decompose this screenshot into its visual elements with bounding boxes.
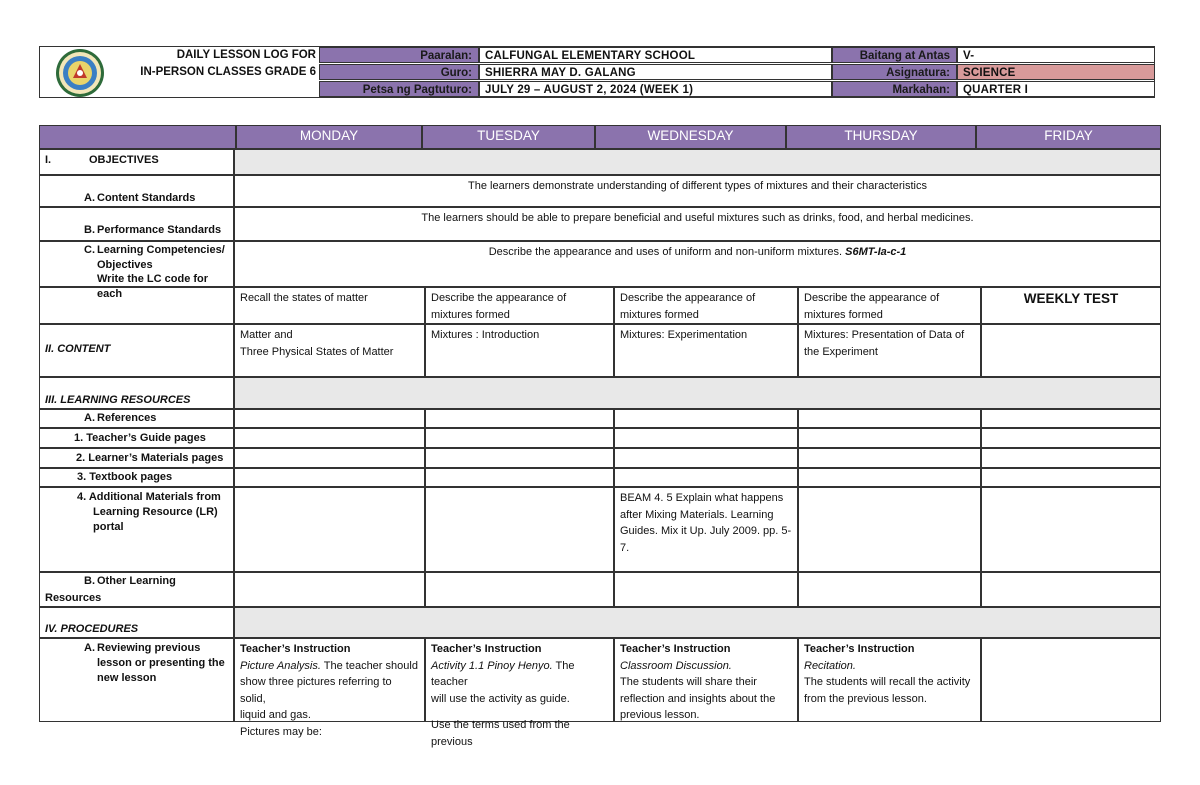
objectives-label: I. OBJECTIVES bbox=[39, 149, 234, 175]
references-tuesday bbox=[425, 409, 614, 428]
quarter-label: Markahan: bbox=[832, 81, 957, 97]
daily-objectives-label bbox=[39, 287, 234, 324]
additional-monday bbox=[234, 487, 425, 572]
content-tuesday: Mixtures : Introduction bbox=[425, 324, 614, 377]
date-value: JULY 29 – AUGUST 2, 2024 (WEEK 1) bbox=[479, 81, 832, 97]
performance-standards-label: B. Performance Standards bbox=[39, 207, 234, 241]
tb-friday bbox=[981, 468, 1161, 487]
corner-header-cell bbox=[39, 125, 236, 149]
other-thursday bbox=[798, 572, 981, 607]
lm-tuesday bbox=[425, 448, 614, 468]
content-wednesday: Mixtures: Experimentation bbox=[614, 324, 798, 377]
tg-thursday bbox=[798, 428, 981, 448]
textbook-pages-label: 3. Textbook pages bbox=[39, 468, 234, 487]
lc-code: S6MT-Ia-c-1 bbox=[845, 246, 907, 258]
other-resources-label: B. Other Learning Resources bbox=[39, 572, 234, 607]
day-header-thursday: THURSDAY bbox=[786, 125, 976, 149]
lm-wednesday bbox=[614, 448, 798, 468]
lm-friday bbox=[981, 448, 1161, 468]
teacher-label: Guro: bbox=[319, 64, 479, 80]
additional-wednesday: BEAM 4. 5 Explain what happens after Mixing Materials. Learning Guides. Mix it Up. July 2009. pp. 5- 7. bbox=[614, 487, 798, 572]
additional-tuesday bbox=[425, 487, 614, 572]
procedure-friday bbox=[981, 638, 1161, 722]
content-friday bbox=[981, 324, 1161, 377]
lm-monday bbox=[234, 448, 425, 468]
additional-materials-label: 4. Additional Materials from Learning Resource (LR) portal bbox=[39, 487, 234, 572]
content-standards-label: A. Content Standards bbox=[39, 175, 234, 207]
learning-resources-label: III. LEARNING RESOURCES bbox=[39, 377, 234, 409]
learners-materials-label: 2. Learner’s Materials pages bbox=[39, 448, 234, 468]
content-standards-value: The learners demonstrate understanding of different types of mixtures and their characteristics bbox=[234, 175, 1161, 207]
learning-competencies-label: C. Learning Competencies/ Objectives Write the LC code for each bbox=[39, 241, 234, 287]
procedure-wednesday: Teacher’s Instruction Classroom Discussion. The students will share their reflection and insights about the previous lesson. bbox=[614, 638, 798, 722]
day-header-wednesday: WEDNESDAY bbox=[595, 125, 786, 149]
objective-friday-weekly-test: WEEKLY TEST bbox=[981, 287, 1161, 324]
tb-wednesday bbox=[614, 468, 798, 487]
procedures-label: IV. PROCEDURES bbox=[39, 607, 234, 638]
procedures-band bbox=[234, 607, 1161, 638]
content-thursday: Mixtures: Presentation of Data of the Experiment bbox=[798, 324, 981, 377]
reviewing-lesson-label: A. Reviewing previous lesson or presenting the new lesson bbox=[39, 638, 234, 722]
lesson-log-table bbox=[39, 125, 1161, 748]
procedure-tuesday: Teacher’s Instruction Activity 1.1 Pinoy Henyo. The teacher will use the activity as guide. Use the terms used from the previous bbox=[425, 638, 614, 722]
tg-monday bbox=[234, 428, 425, 448]
log-title: DAILY LESSON LOG FOR IN-PERSON CLASSES GRADE 6 bbox=[140, 49, 316, 78]
tb-thursday bbox=[798, 468, 981, 487]
learning-competencies-value: Describe the appearance and uses of uniform and non-uniform mixtures. S6MT-Ia-c-1 bbox=[234, 241, 1161, 287]
objectives-band bbox=[234, 149, 1161, 175]
references-thursday bbox=[798, 409, 981, 428]
tg-wednesday bbox=[614, 428, 798, 448]
school-seal-logo bbox=[55, 48, 105, 98]
content-label: II. CONTENT bbox=[39, 324, 234, 377]
objective-monday: Recall the states of matter bbox=[234, 287, 425, 324]
tg-tuesday bbox=[425, 428, 614, 448]
objective-thursday: Describe the appearance of mixtures formed bbox=[798, 287, 981, 324]
references-friday bbox=[981, 409, 1161, 428]
references-label: A. References bbox=[39, 409, 234, 428]
date-label: Petsa ng Pagtuturo: bbox=[319, 81, 479, 97]
day-header-monday: MONDAY bbox=[236, 125, 422, 149]
other-friday bbox=[981, 572, 1161, 607]
day-header-friday: FRIDAY bbox=[976, 125, 1161, 149]
objective-wednesday: Describe the appearance of mixtures formed bbox=[614, 287, 798, 324]
teacher-value: SHIERRA MAY D. GALANG bbox=[479, 64, 832, 80]
procedure-monday: Teacher’s Instruction Picture Analysis. The teacher should show three pictures referring to solid, liquid and gas. Pictures may be: bbox=[234, 638, 425, 722]
school-value: CALFUNGAL ELEMENTARY SCHOOL bbox=[479, 47, 832, 63]
references-wednesday bbox=[614, 409, 798, 428]
other-monday bbox=[234, 572, 425, 607]
subject-label: Asignatura: bbox=[832, 64, 957, 80]
learning-resources-band bbox=[234, 377, 1161, 409]
performance-standards-value: The learners should be able to prepare beneficial and useful mixtures such as drinks, food, and herbal medicines. bbox=[234, 207, 1161, 241]
lm-thursday bbox=[798, 448, 981, 468]
additional-friday bbox=[981, 487, 1161, 572]
other-tuesday bbox=[425, 572, 614, 607]
subject-value: SCIENCE bbox=[957, 64, 1155, 80]
references-monday bbox=[234, 409, 425, 428]
grade-label: Baitang at Antas bbox=[832, 47, 957, 63]
school-label: Paaralan: bbox=[319, 47, 479, 63]
additional-thursday bbox=[798, 487, 981, 572]
other-wednesday bbox=[614, 572, 798, 607]
content-monday: Matter and Three Physical States of Matter bbox=[234, 324, 425, 377]
objective-tuesday: Describe the appearance of mixtures formed bbox=[425, 287, 614, 324]
tb-tuesday bbox=[425, 468, 614, 487]
teachers-guide-label: 1. Teacher’s Guide pages bbox=[39, 428, 234, 448]
day-header-tuesday: TUESDAY bbox=[422, 125, 595, 149]
procedure-thursday: Teacher’s Instruction Recitation. The students will recall the activity from the previous lesson. bbox=[798, 638, 981, 722]
tg-friday bbox=[981, 428, 1161, 448]
grade-value: V- bbox=[957, 47, 1155, 63]
quarter-value: QUARTER I bbox=[957, 81, 1155, 97]
tb-monday bbox=[234, 468, 425, 487]
